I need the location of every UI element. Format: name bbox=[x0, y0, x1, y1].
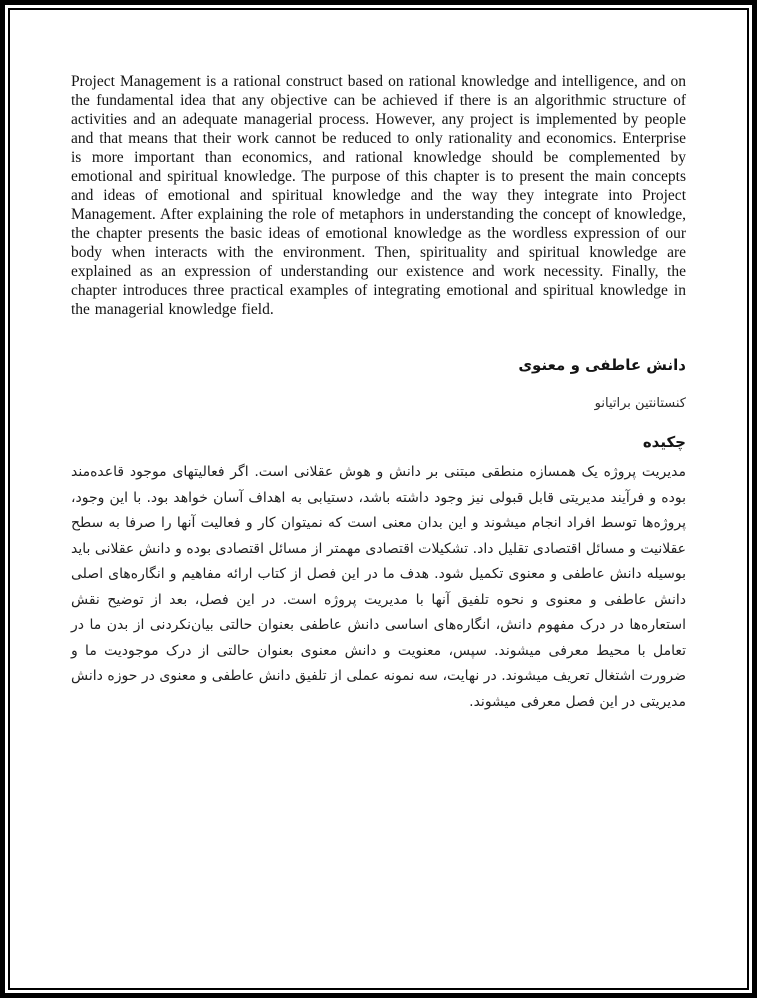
persian-title: دانش عاطفی و معنوی bbox=[518, 356, 686, 374]
page-content bbox=[71, 72, 686, 715]
persian-author: کنستانتین براتیانو bbox=[594, 396, 686, 411]
english-abstract-paragraph: Project Management is a rational construct based on rational knowledge and intelligence, and on the fundamental idea that any objective can be achieved if there is an algorithmic structure of activities and an adequate managerial process. However, any project is implemented by people and that means that their work cannot be reduced to only rationality and economics. Enterprise is more important than economics, and rational knowledge should be complemented by emotional and spiritual knowledge. The purpose of this chapter is to present the main concepts and ideas of emotional and spiritual knowledge and the way they integrate into Project Management. After explaining the role of metaphors in understanding the concept of knowledge, the chapter presents the basic ideas of emotional knowledge as the wordless expression of our body when interacts with the environment. Then, spirituality and spiritual knowledge are explained as an expression of understanding our existence and work necessity. Finally, the chapter introduces three practical examples of integrating emotional and spiritual knowledge in the managerial knowledge field. bbox=[71, 73, 686, 318]
persian-abstract-paragraph: مدیریت پروژه یک همسازه منطقی مبتنی بر دانش و هوش عقلانی است. اگر فعالیتهای موجود قاعده‌مند بوده و فرآیند مدیریتی قابل قبولی نیز وجود داشته باشد، دستیابی به اهداف آسان خواهد بود. با این وجود، پروژه‌ها توسط افراد انجام میشوند و این بدان معنی است که نمیتوان کار و فعالیت آنها را صرفا به سطح عقلانیت و مسائل اقتصادی تقلیل داد. تشکیلات اقتصادی مهمتر از مسائل اقتصادی بوده و دانش عقلانی باید بوسیله دانش عاطفی و معنوی تکمیل شود. هدف ما در این فصل از کتاب ارائه مفاهیم و انگاره‌های اصلی دانش عاطفی و معنوی و نحوه تلفیق آنها با مدیریت پروژه است. در این فصل، بعد از توضیح نقش استعاره‌ها در درک مفهوم دانش، انگاره‌های اساسی دانش عاطفی بعنوان حالتی بیان‌نکردنی از بدن ما در تعامل با محیط معرفی میشوند. سپس، معنویت و دانش معنوی بعنوان حالتی از درک موجودیت ما و ضرورت اشتغال تعریف میشوند. در نهایت، سه نمونه عملی از تلفیق دانش عاطفی و معنوی در حوزه دانش مدیریتی در این فصل معرفی میشوند. bbox=[71, 464, 686, 710]
persian-abstract-heading: چکیده bbox=[642, 433, 686, 451]
persian-section bbox=[71, 356, 686, 715]
